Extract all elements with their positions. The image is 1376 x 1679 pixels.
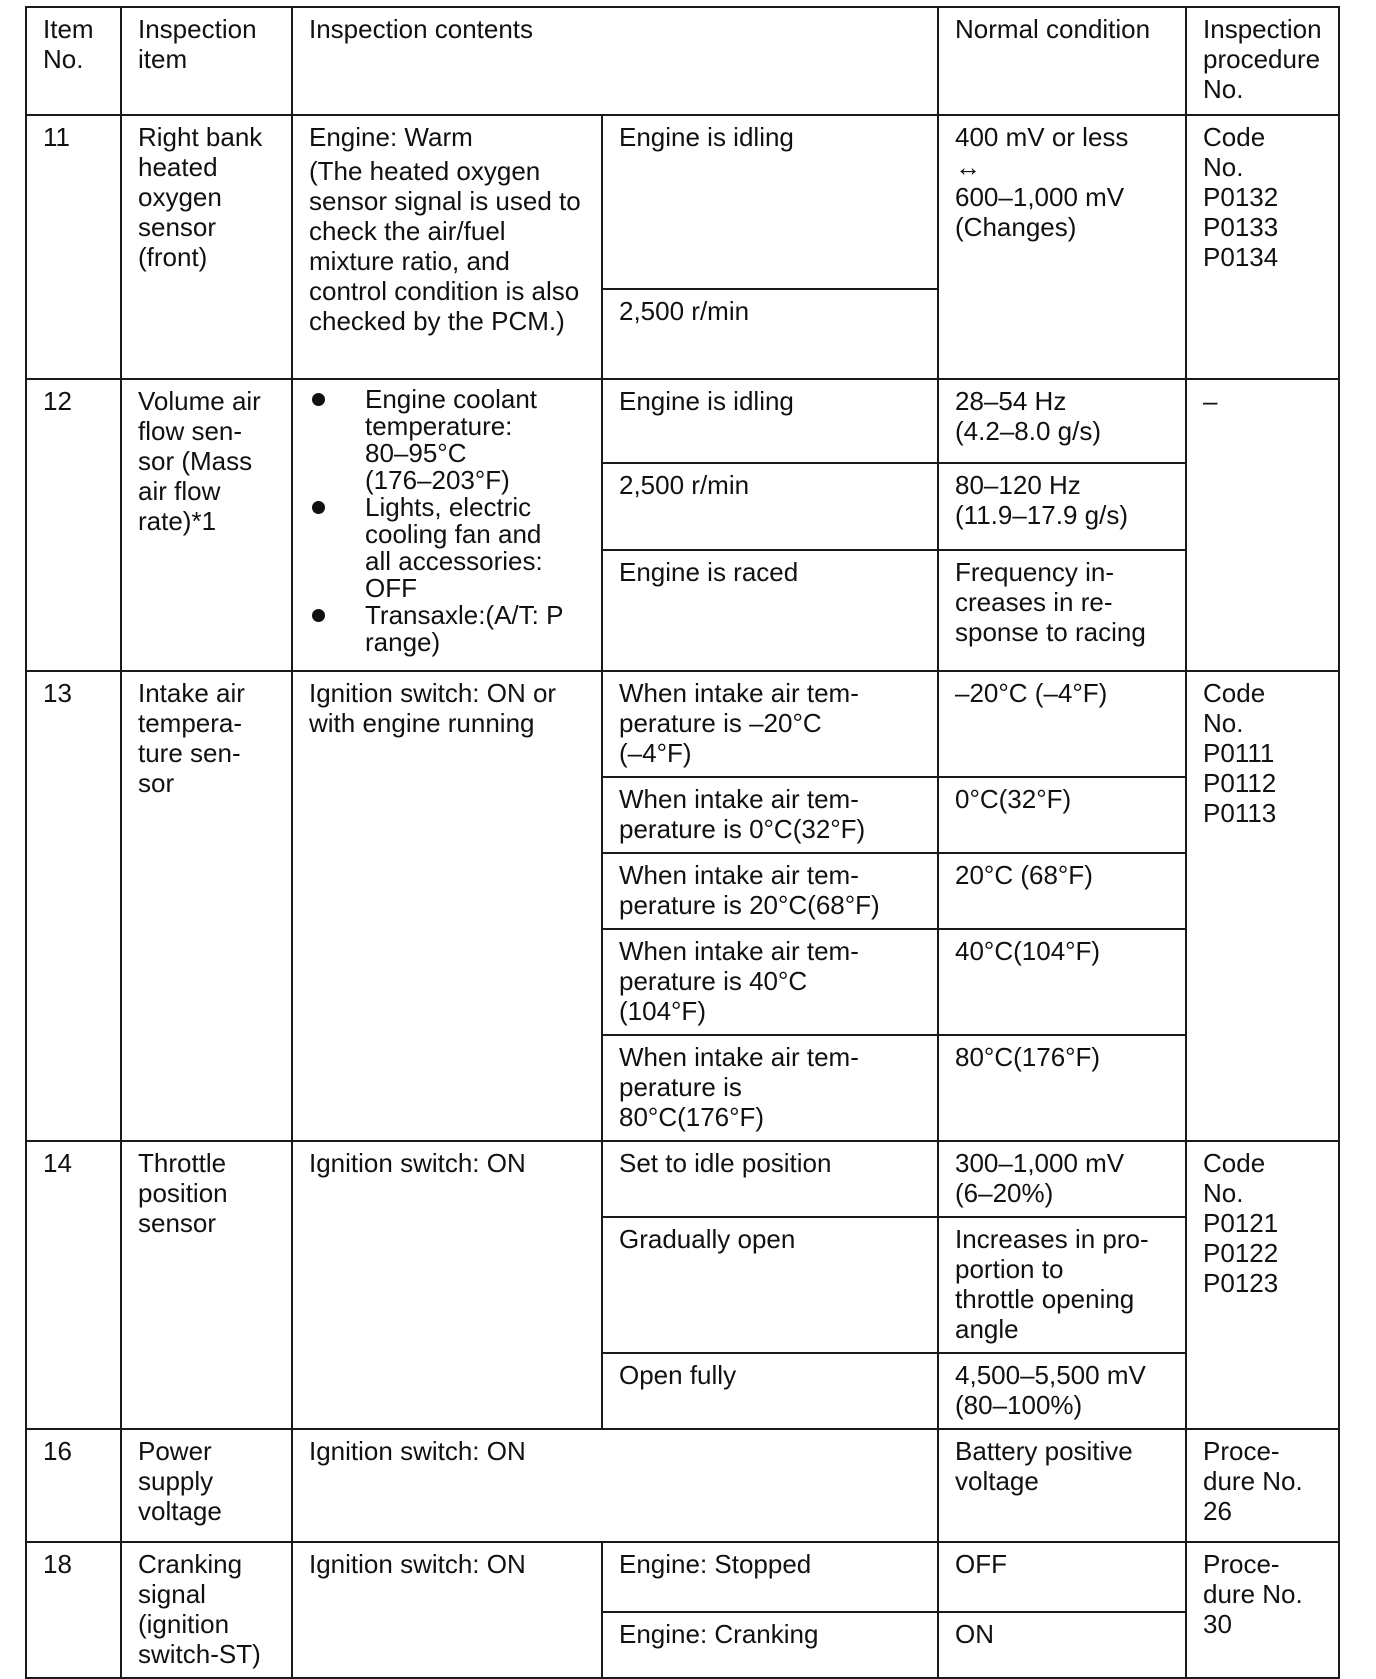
condition-cell: Engine is raced: [602, 550, 938, 671]
contents-main: Engine: Warm: [309, 122, 473, 152]
condition-cell: When intake air tem- perature is 80°C(176°F): [602, 1035, 938, 1141]
item-no-cell: 14: [26, 1141, 121, 1429]
normal-condition-cell: 300–1,000 mV (6–20%): [938, 1141, 1186, 1217]
contents-bullet-list: [309, 386, 591, 656]
condition-cell: When intake air tem- perature is 0°C(32°F): [602, 777, 938, 853]
header-inspection-item: Inspection item: [121, 7, 292, 115]
header-procedure-no: Inspection procedure No.: [1186, 7, 1339, 115]
normal-condition-cell: 80–120 Hz (11.9–17.9 g/s): [938, 463, 1186, 550]
table-row-item-18: [26, 1542, 1339, 1612]
inspection-contents-cell: Ignition switch: ON or with engine running: [292, 671, 602, 1141]
inspection-item-cell: Power supply voltage: [121, 1429, 292, 1542]
inspection-item-cell: Cranking signal (ignition switch-ST): [121, 1542, 292, 1678]
normal-condition-cell: 0°C(32°F): [938, 777, 1186, 853]
condition-cell: When intake air tem- perature is 40°C (104°F): [602, 929, 938, 1035]
table-row-item-14: [26, 1141, 1339, 1217]
item-no-cell: 12: [26, 379, 121, 671]
condition-cell: Engine is idling: [602, 115, 938, 289]
condition-cell: Engine: Cranking: [602, 1612, 938, 1678]
table-row-item-16: [26, 1429, 1339, 1542]
item-no-cell: 11: [26, 115, 121, 379]
normal-condition-cell: 80°C(176°F): [938, 1035, 1186, 1141]
inspection-contents-cell: Ignition switch: ON: [292, 1141, 602, 1429]
inspection-item-cell: Volume air flow sen- sor (Mass air flow rate)*1: [121, 379, 292, 671]
condition-cell: When intake air tem- perature is –20°C (–4°F): [602, 671, 938, 777]
condition-cell: Engine is idling: [602, 379, 938, 463]
normal-condition-cell: OFF: [938, 1542, 1186, 1612]
inspection-item-cell: Right bank heated oxygen sensor (front): [121, 115, 292, 379]
list-item: Lights, electric cooling fan and all accessories: OFF: [309, 494, 591, 602]
condition-cell: Engine: Stopped: [602, 1542, 938, 1612]
normal-condition-cell: ON: [938, 1612, 1186, 1678]
inspection-item-cell: Intake air tempera- ture sen- sor: [121, 671, 292, 1141]
inspection-contents-cell: [292, 115, 602, 379]
condition-cell: Open fully: [602, 1353, 938, 1429]
inspection-contents-cell: Ignition switch: ON: [292, 1429, 938, 1542]
table-row-item-13: [26, 671, 1339, 777]
bullet-icon: [312, 609, 325, 622]
procedure-cell: Proce- dure No. 26: [1186, 1429, 1339, 1542]
list-item: Transaxle:(A/T: P range): [309, 602, 591, 656]
normal-condition-cell: 4,500–5,500 mV (80–100%): [938, 1353, 1186, 1429]
header-normal-condition: Normal condition: [938, 7, 1186, 115]
item-no-cell: 18: [26, 1542, 121, 1678]
normal-condition-cell: Battery positive voltage: [938, 1429, 1186, 1542]
normal-condition-cell: 400 mV or less ↔ 600–1,000 mV (Changes): [938, 115, 1186, 379]
inspection-contents-cell: [292, 379, 602, 671]
normal-condition-cell: –20°C (–4°F): [938, 671, 1186, 777]
header-inspection-contents: Inspection contents: [292, 7, 938, 115]
item-no-cell: 16: [26, 1429, 121, 1542]
inspection-item-cell: Throttle position sensor: [121, 1141, 292, 1429]
bullet-icon: [312, 501, 325, 514]
table-row-item-12: [26, 379, 1339, 463]
inspection-table: [25, 6, 1340, 1679]
condition-cell: Gradually open: [602, 1217, 938, 1353]
normal-condition-cell: 20°C (68°F): [938, 853, 1186, 929]
header-item-no: Item No.: [26, 7, 121, 115]
normal-condition-cell: Increases in pro- portion to throttle opening angle: [938, 1217, 1186, 1353]
contents-note: (The heated oxygen sensor signal is used to check the air/fuel mixture ratio, and control condition is also checked by the PCM.): [309, 156, 581, 336]
procedure-cell: Proce- dure No. 30: [1186, 1542, 1339, 1678]
procedure-cell: –: [1186, 379, 1339, 671]
procedure-cell: Code No. P0132 P0133 P0134: [1186, 115, 1339, 379]
normal-condition-cell: 28–54 Hz (4.2–8.0 g/s): [938, 379, 1186, 463]
inspection-contents-cell: Ignition switch: ON: [292, 1542, 602, 1678]
header-row: [26, 7, 1339, 115]
bullet-icon: [312, 393, 325, 406]
condition-cell: Set to idle position: [602, 1141, 938, 1217]
condition-cell: 2,500 r/min: [602, 289, 938, 379]
item-no-cell: 13: [26, 671, 121, 1141]
procedure-cell: Code No. P0111 P0112 P0113: [1186, 671, 1339, 1141]
list-item: Engine coolant temperature: 80–95°C (176–203°F): [309, 386, 591, 494]
procedure-cell: Code No. P0121 P0122 P0123: [1186, 1141, 1339, 1429]
normal-condition-cell: Frequency in- creases in re- sponse to racing: [938, 550, 1186, 671]
table-row-item-11: [26, 115, 1339, 289]
condition-cell: When intake air tem- perature is 20°C(68°F): [602, 853, 938, 929]
condition-cell: 2,500 r/min: [602, 463, 938, 550]
normal-condition-cell: 40°C(104°F): [938, 929, 1186, 1035]
